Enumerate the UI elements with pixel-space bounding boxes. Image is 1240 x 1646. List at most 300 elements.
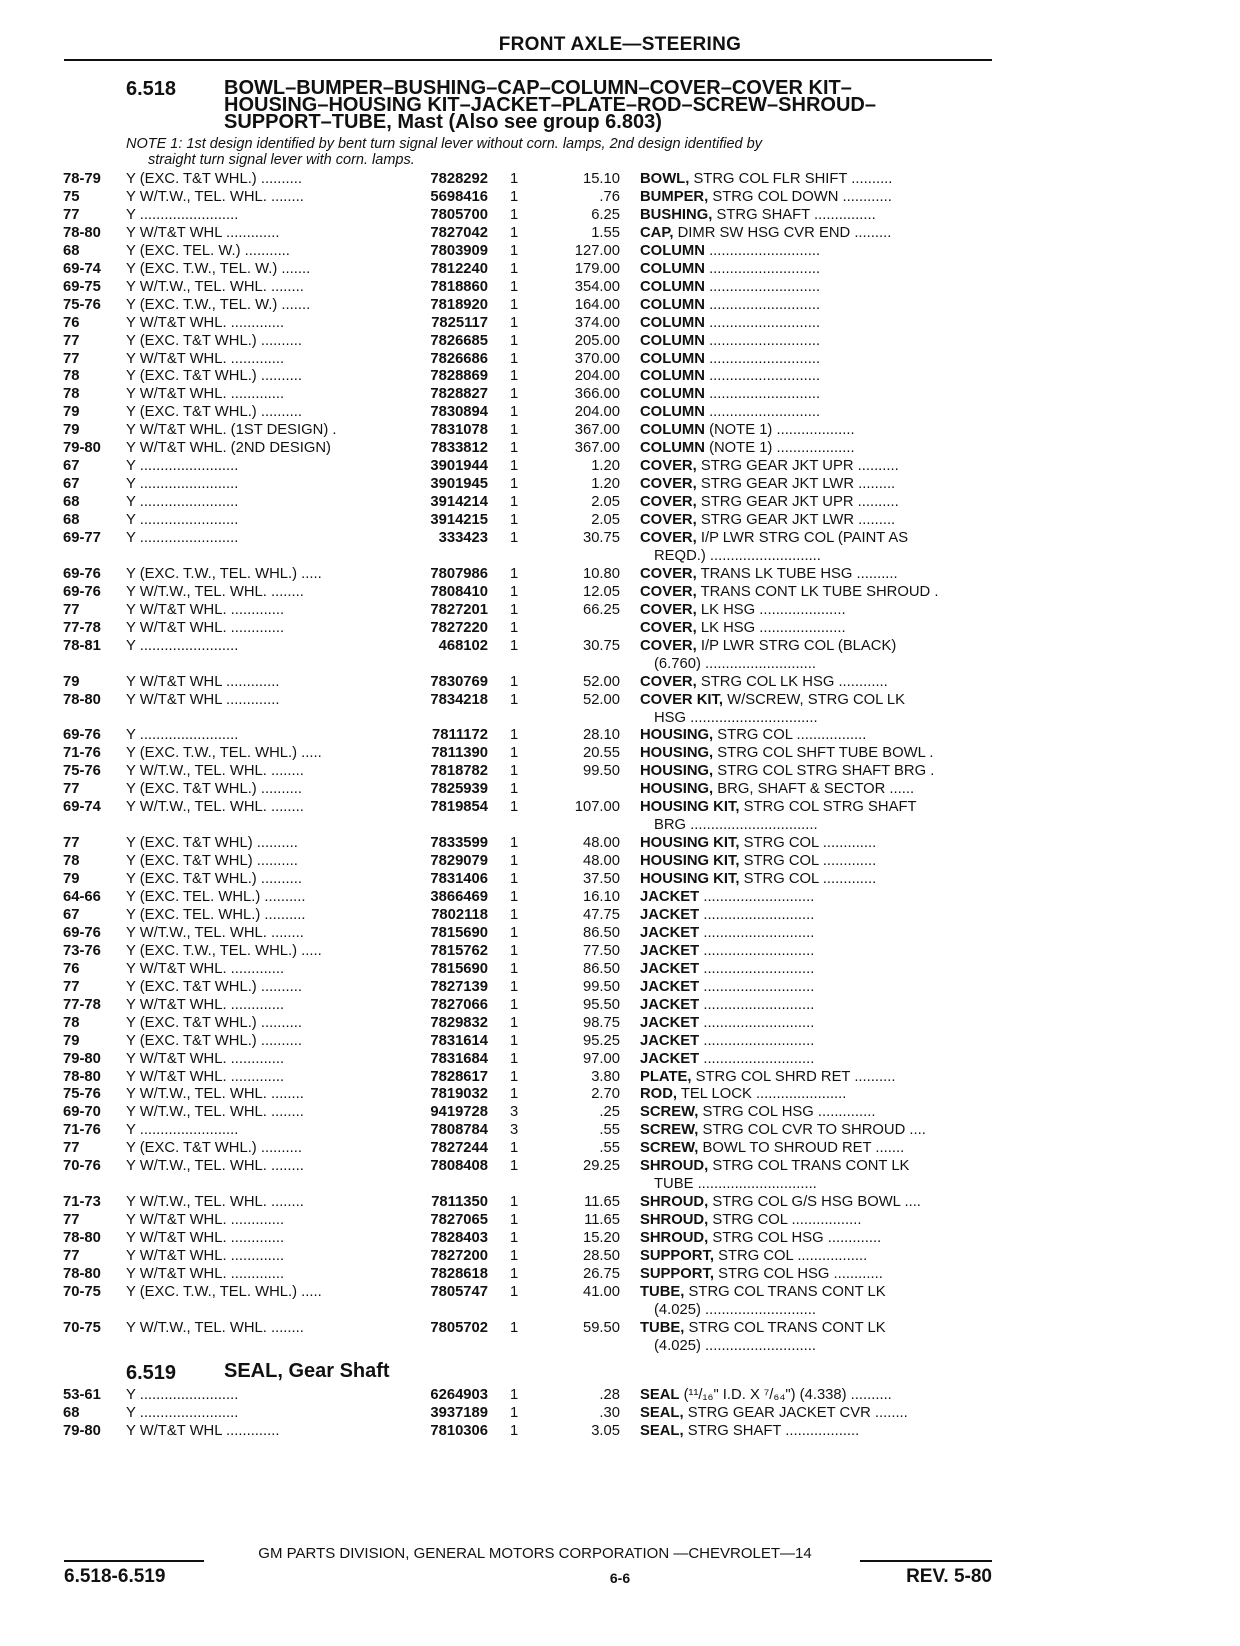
quantity-cell: 1 (510, 260, 519, 277)
part-number-cell: 333423 (438, 530, 488, 546)
part-description: BOWL TO SHROUD RET ....... (702, 1140, 905, 1157)
price-cell: 11.65 (584, 1212, 620, 1229)
year-cell: 69-76 (63, 924, 101, 941)
part-description: LK HSG ..................... (700, 601, 846, 618)
description-cell (640, 296, 992, 314)
year-cell: 77 (63, 601, 80, 618)
footer-section-range: 6.518-6.519 (64, 1566, 166, 1587)
part-name: COLUMN (640, 296, 705, 313)
part-number-cell: 5698416 (430, 188, 488, 205)
part-name: TUBE, (640, 1319, 685, 1336)
part-name: COLUMN (640, 278, 705, 295)
table-row (0, 583, 1240, 601)
quantity-cell: 1 (510, 350, 519, 367)
description-cell (640, 1422, 992, 1440)
part-description: STRG COL HSG ............ (718, 1265, 883, 1282)
part-name: HOUSING, (640, 745, 714, 762)
table-row (0, 1103, 1240, 1121)
model-cell: Y W/T.W., TEL. WHL. ........ (126, 924, 304, 941)
part-name: JACKET (640, 924, 700, 941)
description-continuation: HSG ............................... (654, 709, 818, 726)
price-cell: 3.80 (591, 1068, 620, 1085)
table-row (0, 744, 1240, 762)
part-description: STRG COL G/S HSG BOWL .... (712, 1194, 921, 1211)
price-cell: 12.05 (582, 583, 620, 600)
price-cell: 179.00 (574, 260, 620, 277)
quantity-cell: 1 (510, 745, 519, 762)
model-cell: Y W/T&T WHL. (2ND DESIGN) (126, 440, 331, 457)
part-number-cell: 7803909 (430, 242, 488, 259)
part-number-cell: 7828869 (430, 368, 488, 385)
part-description: STRG COL HSG .............. (702, 1104, 876, 1121)
price-cell: .25 (599, 1104, 620, 1121)
part-number-cell: 7811172 (432, 727, 488, 744)
price-cell: .55 (599, 1140, 620, 1157)
part-name: TUBE, (640, 1283, 685, 1300)
description-cell (640, 260, 992, 278)
price-cell: 52.00 (582, 673, 620, 690)
part-name: HOUSING KIT, (640, 871, 740, 888)
table-row (0, 224, 1240, 242)
part-name: JACKET (640, 960, 700, 977)
description-continuation: REQD.) ........................... (654, 547, 821, 564)
part-number-cell: 7833812 (430, 440, 488, 457)
model-cell: Y W/T.W., TEL. WHL. ........ (126, 1194, 304, 1211)
description-cell (640, 1014, 992, 1032)
part-name: HOUSING, (640, 781, 714, 798)
price-cell: .30 (599, 1404, 620, 1421)
table-row (0, 350, 1240, 368)
quantity-cell: 1 (510, 1086, 519, 1103)
table-row (0, 206, 1240, 224)
model-cell: Y W/T.W., TEL. WHL. ........ (126, 799, 304, 816)
part-name: BOWL, (640, 171, 690, 187)
part-name: COVER, (640, 494, 697, 511)
model-cell: Y W/T&T WHL ............. (126, 224, 280, 241)
part-description: STRG GEAR JKT UPR .......... (700, 458, 899, 475)
table-row (0, 475, 1240, 493)
part-name: JACKET (640, 889, 700, 905)
year-cell: 67 (63, 476, 80, 493)
year-cell: 73-76 (63, 942, 101, 959)
part-description: STRG COL HSG ............. (712, 1230, 882, 1247)
price-cell: 37.50 (582, 871, 620, 888)
year-cell: 69-76 (63, 727, 101, 744)
model-cell: Y W/T&T WHL. ............. (126, 1248, 285, 1264)
part-name: HOUSING KIT, (640, 835, 740, 852)
part-description: ........................... (703, 942, 815, 959)
quantity-cell: 1 (510, 386, 519, 403)
year-cell: 79-80 (63, 440, 101, 457)
description-cell (640, 439, 992, 457)
description-cell (640, 1247, 992, 1265)
description-cell (640, 583, 992, 601)
part-description: TEL LOCK ...................... (680, 1086, 847, 1103)
part-description: STRG GEAR JKT LWR ......... (700, 476, 896, 493)
part-number-cell: 3937189 (430, 1404, 488, 1421)
part-number-cell: 7808410 (430, 583, 488, 600)
quantity-cell: 1 (510, 889, 519, 905)
part-description: ........................... (709, 332, 821, 349)
part-description: STRG GEAR JKT LWR ......... (700, 512, 896, 529)
description-cell (640, 403, 992, 421)
year-cell: 67 (63, 906, 80, 923)
price-cell: .28 (599, 1387, 620, 1403)
model-cell: Y ........................ (126, 1404, 239, 1421)
description-cell (640, 1139, 992, 1157)
table-row (0, 637, 1240, 655)
description-cell (640, 529, 992, 547)
model-cell: Y W/T&T WHL. ............. (126, 1265, 285, 1282)
quantity-cell: 1 (510, 691, 519, 708)
quantity-cell: 1 (510, 1140, 519, 1157)
part-number-cell: 7827042 (430, 224, 488, 241)
quantity-cell: 1 (510, 476, 519, 493)
part-name: BUMPER, (640, 188, 709, 205)
price-cell: .76 (599, 188, 620, 205)
description-cell (640, 1319, 992, 1337)
part-description: STRG COL STRG SHAFT BRG . (717, 763, 935, 780)
price-cell: 59.50 (582, 1319, 620, 1336)
model-cell: Y W/T.W., TEL. WHL. ........ (126, 278, 304, 295)
part-description: ........................... (703, 996, 815, 1013)
description-continuation: TUBE ............................. (654, 1176, 817, 1193)
year-cell: 75-76 (63, 296, 101, 313)
model-cell: Y ........................ (126, 458, 239, 475)
year-cell: 78-80 (63, 1230, 101, 1247)
year-cell: 64-66 (63, 889, 101, 905)
year-cell: 78-80 (63, 1068, 101, 1085)
model-cell: Y (EXC. T.W., TEL. WHL.) ..... (126, 1283, 322, 1300)
table-row (0, 1157, 1240, 1175)
table-row (0, 1319, 1240, 1337)
table-row (0, 511, 1240, 529)
year-cell: 68 (63, 1404, 80, 1421)
model-cell: Y (EXC. T&T WHL.) .......... (126, 1032, 302, 1049)
table-row (0, 314, 1240, 332)
part-number-cell: 7825117 (431, 314, 488, 331)
model-cell: Y W/T&T WHL. ............. (126, 996, 285, 1013)
model-cell: Y W/T.W., TEL. WHL. ........ (126, 1104, 304, 1121)
part-name: SEAL, (640, 1422, 684, 1439)
description-cell (640, 744, 992, 762)
table-row (0, 924, 1240, 942)
description-cell (640, 601, 992, 619)
model-cell: Y ........................ (126, 530, 239, 546)
price-cell: 107.00 (574, 799, 620, 816)
part-number-cell: 7818782 (430, 763, 488, 780)
model-cell: Y (EXC. TEL. W.) ........... (126, 242, 290, 259)
part-description: STRG COL ............. (743, 871, 877, 888)
model-cell: Y ........................ (126, 494, 239, 511)
description-cell (640, 1211, 992, 1229)
description-cell (640, 924, 992, 942)
part-description: STRG COL ................. (717, 727, 867, 744)
table-row (0, 978, 1240, 996)
part-number-cell: 7827220 (430, 619, 488, 636)
table-row (0, 870, 1240, 888)
table-row-continuation (0, 709, 1240, 727)
quantity-cell: 1 (510, 224, 519, 241)
part-number-cell: 3866469 (430, 889, 488, 905)
table-row (0, 1229, 1240, 1247)
quantity-cell: 1 (510, 727, 519, 744)
description-cell (640, 726, 992, 744)
part-number-cell: 7818860 (430, 278, 488, 295)
year-cell: 69-76 (63, 565, 101, 582)
part-name: JACKET (640, 1050, 700, 1067)
year-cell: 78-80 (63, 224, 101, 241)
description-cell (640, 1085, 992, 1103)
quantity-cell: 1 (510, 871, 519, 888)
description-cell (640, 242, 992, 260)
price-cell: 127.00 (574, 242, 620, 259)
quantity-cell: 1 (510, 422, 519, 439)
footer-rule (860, 1560, 992, 1562)
part-description: STRG COL FLR SHIFT .......... (693, 171, 893, 187)
price-cell: 26.75 (582, 1265, 620, 1282)
description-cell (640, 1157, 992, 1175)
year-cell: 77 (63, 781, 80, 798)
quantity-cell: 1 (510, 637, 519, 654)
model-cell: Y (EXC. T&T WHL.) .......... (126, 404, 302, 421)
table-row (0, 1265, 1240, 1283)
part-number-cell: 7818920 (430, 296, 488, 313)
quantity-cell: 1 (510, 1319, 519, 1336)
part-number-cell: 7802118 (431, 906, 488, 923)
year-cell: 53-61 (63, 1387, 101, 1403)
part-name: BUSHING, (640, 206, 713, 223)
model-cell: Y ........................ (126, 512, 239, 529)
quantity-cell: 1 (510, 404, 519, 421)
model-cell: Y W/T&T WHL. ............. (126, 1212, 285, 1229)
description-cell (640, 1265, 992, 1283)
price-cell: 20.55 (582, 745, 620, 762)
year-cell: 68 (63, 512, 80, 529)
year-cell: 69-74 (63, 799, 101, 816)
table-row (0, 780, 1240, 798)
table-row (0, 278, 1240, 296)
year-cell: 77-78 (63, 619, 101, 636)
price-cell: 164.00 (574, 296, 620, 313)
model-cell: Y (EXC. T&T WHL) .......... (126, 853, 298, 870)
quantity-cell: 1 (510, 960, 519, 977)
table-row (0, 942, 1240, 960)
table-row (0, 726, 1240, 744)
section-number: 6.518 (126, 78, 177, 100)
table-row (0, 493, 1240, 511)
part-name: SEAL, (640, 1404, 684, 1421)
description-cell (640, 798, 992, 816)
part-number-cell: 7811390 (431, 745, 488, 762)
quantity-cell: 1 (510, 565, 519, 582)
part-number-cell: 7828617 (430, 1068, 488, 1085)
price-cell: 204.00 (574, 404, 620, 421)
model-cell: Y (EXC. T&T WHL.) .......... (126, 171, 302, 187)
model-cell: Y (EXC. T.W., TEL. W.) ....... (126, 296, 311, 313)
quantity-cell: 1 (510, 619, 519, 636)
quantity-cell: 1 (510, 583, 519, 600)
table-row-continuation (0, 1337, 1240, 1355)
price-cell: 98.75 (582, 1014, 620, 1031)
part-number-cell: 7805702 (430, 1319, 488, 1336)
note-line: NOTE 1: 1st design identified by bent turn signal lever without corn. lamps, 2nd design identified by (126, 136, 762, 152)
part-number-cell: 7827200 (430, 1248, 488, 1264)
year-cell: 71-76 (63, 1122, 101, 1139)
quantity-cell: 1 (510, 1032, 519, 1049)
description-cell (640, 673, 992, 691)
year-cell: 78 (63, 853, 80, 870)
table-row (0, 1014, 1240, 1032)
part-description: STRG GEAR JKT UPR .......... (700, 494, 899, 511)
part-number-cell: 3901944 (430, 458, 488, 475)
price-cell: 367.00 (574, 440, 620, 457)
part-name: SHROUD, (640, 1194, 709, 1211)
part-description: DIMR SW HSG CVR END ......... (677, 224, 892, 241)
section-title-line: HOUSING–HOUSING KIT–JACKET–PLATE–ROD–SCREW–SHROUD– (224, 94, 876, 116)
description-cell (640, 996, 992, 1014)
price-cell: 97.00 (582, 1050, 620, 1067)
quantity-cell: 1 (510, 512, 519, 529)
description-cell (640, 1283, 992, 1301)
part-name: COVER, (640, 476, 697, 493)
quantity-cell: 1 (510, 530, 519, 546)
price-cell: 205.00 (574, 332, 620, 349)
part-number-cell: 7815762 (430, 942, 488, 959)
table-row (0, 1068, 1240, 1086)
description-cell (640, 834, 992, 852)
part-number-cell: 7828618 (430, 1265, 488, 1282)
part-number-cell: 3914215 (430, 512, 488, 529)
quantity-cell: 1 (510, 1194, 519, 1211)
price-cell: 30.75 (582, 637, 620, 654)
description-cell (640, 314, 992, 332)
price-cell: 86.50 (582, 924, 620, 941)
part-name: COLUMN (640, 350, 705, 367)
part-description: STRG COL SHFT TUBE BOWL . (717, 745, 934, 762)
part-description: STRG COL ................. (718, 1248, 868, 1264)
part-description: STRG COL CVR TO SHROUD .... (702, 1122, 926, 1139)
part-description: STRG COL TRANS CONT LK (712, 1158, 910, 1175)
part-name: JACKET (640, 942, 700, 959)
table-row (0, 439, 1240, 457)
part-number-cell: 7828403 (430, 1230, 488, 1247)
part-name: HOUSING KIT, (640, 853, 740, 870)
quantity-cell: 1 (510, 1404, 519, 1421)
quantity-cell: 1 (510, 763, 519, 780)
table-row-continuation (0, 816, 1240, 834)
quantity-cell: 1 (510, 601, 519, 618)
part-description: ........................... (709, 386, 821, 403)
part-description: TRANS LK TUBE HSG .......... (700, 565, 898, 582)
year-cell: 79-80 (63, 1422, 101, 1439)
part-number-cell: 7819854 (430, 799, 488, 816)
part-number-cell: 7833599 (430, 835, 488, 852)
quantity-cell: 1 (510, 368, 519, 385)
year-cell: 70-76 (63, 1158, 101, 1175)
part-number-cell: 7827201 (430, 601, 488, 618)
price-cell: 1.55 (591, 224, 620, 241)
table-row (0, 1050, 1240, 1068)
part-description: STRG COL ............. (743, 853, 877, 870)
quantity-cell: 1 (510, 278, 519, 295)
table-row (0, 888, 1240, 906)
price-cell: .55 (599, 1122, 620, 1139)
year-cell: 78-80 (63, 1265, 101, 1282)
part-number-cell: 7811350 (431, 1194, 488, 1211)
part-description: ........................... (703, 978, 815, 995)
part-number-cell: 7812240 (430, 260, 488, 277)
price-cell: 86.50 (582, 960, 620, 977)
model-cell: Y W/T.W., TEL. WHL. ........ (126, 1319, 304, 1336)
description-cell (640, 421, 992, 439)
year-cell: 77 (63, 332, 80, 349)
year-cell: 77 (63, 1212, 80, 1229)
price-cell: 41.00 (582, 1283, 620, 1300)
part-name: COLUMN (640, 386, 705, 403)
year-cell: 79 (63, 871, 80, 888)
price-cell: 1.20 (591, 476, 620, 493)
table-row (0, 1422, 1240, 1440)
quantity-cell: 3 (510, 1104, 519, 1121)
part-name: HOUSING, (640, 763, 714, 780)
part-number-cell: 9419728 (430, 1104, 488, 1121)
table-row (0, 601, 1240, 619)
part-name: COVER, (640, 530, 697, 546)
section-title-line: SUPPORT–TUBE, Mast (Also see group 6.803) (224, 111, 662, 133)
description-cell (640, 1050, 992, 1068)
table-row-continuation (0, 1301, 1240, 1319)
part-description: ........................... (709, 404, 821, 421)
model-cell: Y (EXC. TEL. WHL.) .......... (126, 906, 306, 923)
part-description: ........................... (709, 278, 821, 295)
part-name: COLUMN (640, 422, 705, 439)
description-cell (640, 565, 992, 583)
year-cell: 79 (63, 1032, 80, 1049)
part-number-cell: 7815690 (430, 960, 488, 977)
table-row (0, 529, 1240, 547)
table-row (0, 332, 1240, 350)
model-cell: Y W/T&T WHL. ............. (126, 601, 285, 618)
part-description: (NOTE 1) ................... (709, 440, 855, 457)
year-cell: 79 (63, 673, 80, 690)
part-number-cell: 7831406 (430, 871, 488, 888)
model-cell: Y ........................ (126, 1122, 239, 1139)
table-row (0, 385, 1240, 403)
part-description: ........................... (703, 889, 815, 905)
model-cell: Y W/T&T WHL. ............. (126, 386, 285, 403)
year-cell: 76 (63, 960, 80, 977)
quantity-cell: 1 (510, 1422, 519, 1439)
part-number-cell: 3901945 (430, 476, 488, 493)
model-cell: Y (EXC. TEL. WHL.) .......... (126, 889, 306, 905)
part-description: (¹¹/₁₆" I.D. X ⁷/₆₄") (4.338) .......... (683, 1387, 892, 1403)
quantity-cell: 1 (510, 799, 519, 816)
part-name: COVER, (640, 619, 697, 636)
quantity-cell: 1 (510, 1212, 519, 1229)
part-name: SCREW, (640, 1140, 699, 1157)
quantity-cell: 1 (510, 781, 519, 798)
price-cell: 48.00 (582, 853, 620, 870)
part-name: PLATE, (640, 1068, 692, 1085)
model-cell: Y (EXC. T&T WHL.) .......... (126, 332, 302, 349)
quantity-cell: 3 (510, 1122, 519, 1139)
year-cell: 67 (63, 458, 80, 475)
part-number-cell: 7827244 (430, 1140, 488, 1157)
table-row (0, 691, 1240, 709)
table-row (0, 457, 1240, 475)
quantity-cell: 1 (510, 942, 519, 959)
